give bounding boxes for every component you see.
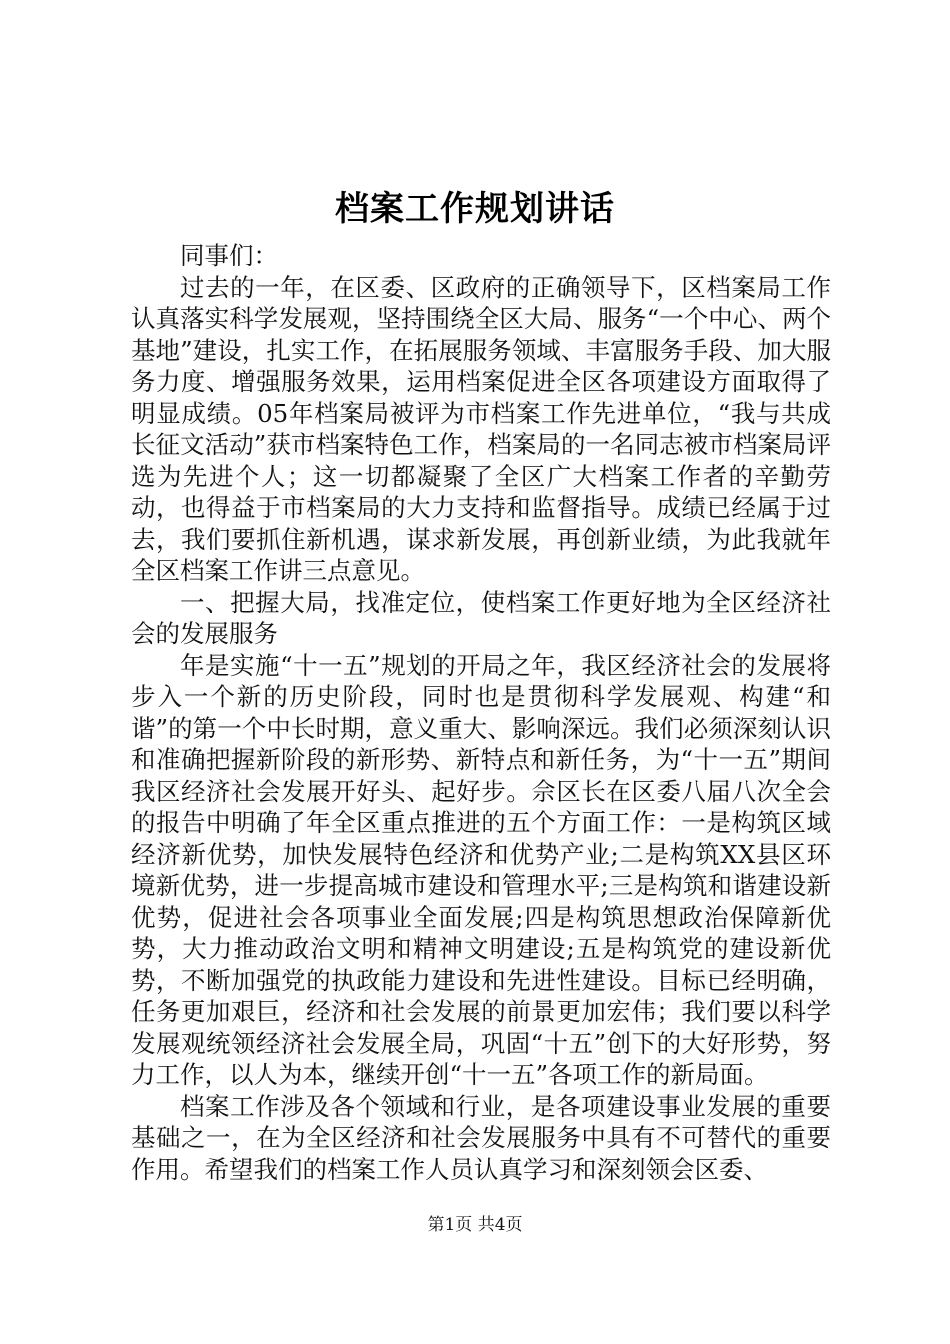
paragraph-archives: 档案工作涉及各个领域和行业，是各项建设事业发展的重要基础之一，在为全区经济和社会发展服务中具有不可替代的重要作用。希望我们的档案工作人员认真学习和深刻领会区委、 [131, 1091, 831, 1184]
paragraph-review: 过去的一年，在区委、区政府的正确领导下，区档案局工作认真落实科学发展观，坚持围绕全区大局、服务“一个中心、两个基地”建设，扎实工作，在拓展服务领域、丰富服务手段、加大服务力度、增强服务效果，运用档案促进全区各项建设方面取得了明显成绩。05年档案局被评为市档案工作先进单位，“我与共成长征文活动”获市档案特色工作，档案局的一名同志被市档案局评选为先进个人；这一切都凝聚了全区广大档案工作者的辛勤劳动，也得益于市档案局的大力支持和监督指导。成绩已经属于过去，我们要抓住新机遇，谋求新发展，再创新业绩，为此我就年全区档案工作讲三点意见。 [131, 272, 831, 585]
section-heading-1: 一、把握大局，找准定位，使档案工作更好地为全区经济社会的发展服务 [131, 587, 831, 648]
document-title: 档案工作规划讲话 [335, 189, 615, 229]
salutation: 同事们： [180, 241, 278, 270]
document-body [131, 240, 831, 1185]
page-footer: 第1页 共4页 [427, 1215, 523, 1235]
paragraph-plan: 年是实施“十一五”规划的开局之年，我区经济社会的发展将步入一个新的历史阶段，同时也是贯彻科学发展观、构建“和谐”的第一个中长时期，意义重大、影响深远。我们必须深刻认识和准确把握新阶段的新形势、新特点和新任务，为“十一五”期间我区经济社会发展开好头、起好步。佘区长在区委八届八次全会的报告中明确了年全区重点推进的五个方面工作：一是构筑区域经济新优势，加快发展特色经济和优势产业;二是构筑XX县区环境新优势，进一步提高城市建设和管理水平;三是构筑和谐建设新优势，促进社会各项事业全面发展;四是构筑思想政治保障新优势，大力推动政治文明和精神文明建设;五是构筑党的建设新优势，不断加强党的执政能力建设和先进性建设。目标已经明确，任务更加艰巨，经济和社会发展的前景更加宏伟；我们要以科学发展观统领经济社会发展全局，巩固“十五”创下的大好形势，努力工作，以人为本，继续开创“十一五”各项工作的新局面。 [131, 650, 831, 1089]
